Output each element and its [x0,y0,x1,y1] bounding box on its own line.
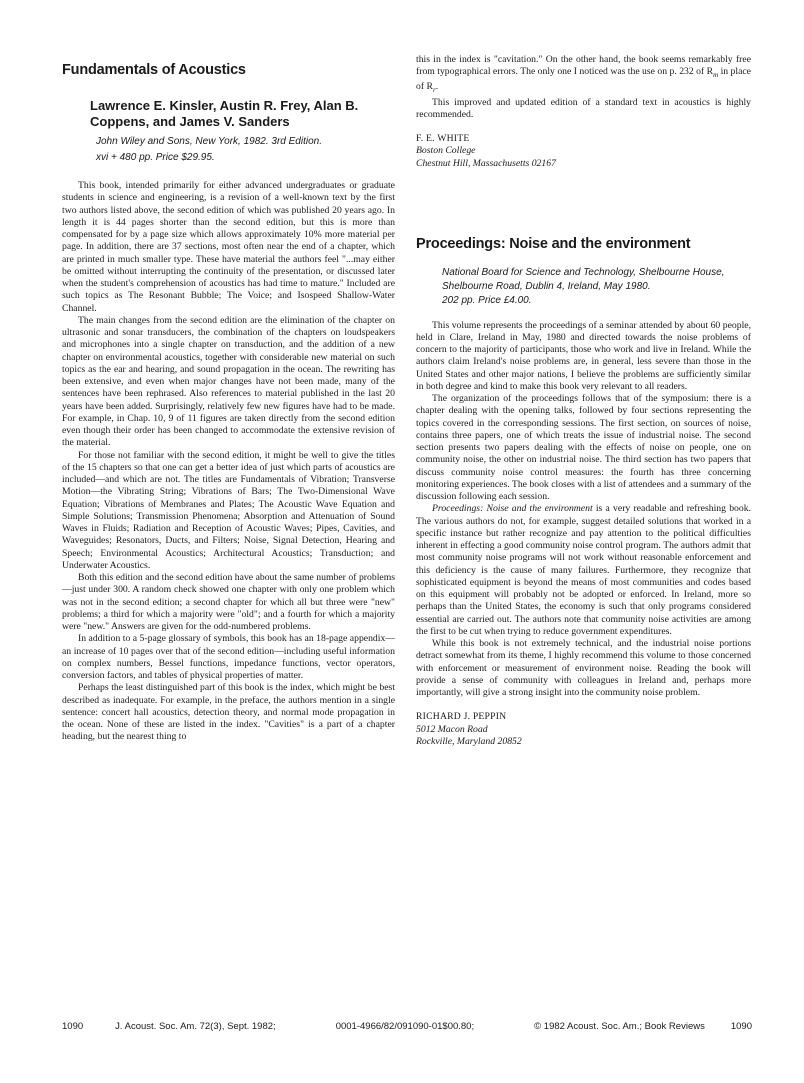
review-body [62,180,395,744]
paragraph: Perhaps the least distinguished part of this book is the index, which might be best described as inadequate. For example, in the preface, the authors mention in a single sentence: concert hall acoustics, detection theory, and normal mode propagation in the ocean. None of these are listed in the index. "Cavities" is a part of a chapter heading, but the nearest thing to [62,682,395,743]
reviewer-signature [416,133,751,170]
publisher-line: Shelbourne Road, Dublin 4, Ireland, May 1980. [442,280,651,292]
article-code: 0001-4966/82/091090-01$00.80; [335,1021,475,1032]
publisher-line: John Wiley and Sons, New York, 1982. 3rd Edition. [96,136,322,147]
paragraph: In addition to a 5-page glossary of symbols, this book has an 18-page appendix—an increase of 10 pages over that of the second edition—including useful information on complex numbers, Bessel functions, impedance functions, vector operators, conversion factors, and tables of physical properties of matter. [62,633,395,681]
publication-info [96,134,395,166]
reviewer-address: 5012 Macon Road [416,723,488,735]
publication-info [442,266,751,308]
review-body [416,320,751,700]
review-title: Proceedings: Noise and the environment [416,235,691,252]
reviewer-name: RICHARD J. PEPPIN [416,711,507,723]
paragraph: Proceedings: Noise and the environment is a very readable and refreshing book. The various authors do not, for example, suggest detailed solutions that worked in a specific instance but rather recognize and pay attention to the political difficulties inherent in effecting a good community noise control program. The authors admit that most community noise programs will not work without reasonable enforcement and this deficiency is the cause of many failures. Furthermore, they recognize that sophisticated equipment is beyond the means of most communities and codes based on this equipment will probably not be adopted or enforced. In Ireland, more so perhaps than the United States, the economy is such that only programs considered essential are carried out. The authors note that community noise activities are among the first to be cut when trying to reduce government expenditures. [416,503,751,637]
paragraph: The main changes from the second edition are the elimination of the chapter on ultrasonic and sonar transducers, the combination of the chapters on loudspeakers and microphones into a single chapter on transduction, and the addition of a new chapter on environmental acoustics, together with considerable new material on such topics as the ear and hearing, and sound propagation in the ocean. The rewriting has been extensive, and even when major changes have not been made, many of the sentences have been rephrased. Also references to material published in the last 20 years have been added. Surprisingly, relatively few new figures have had to be made. For example, in Chap. 10, 9 of 11 figures are taken directly from the second edition even though their order has been changed to accommodate the extensive revision of the material. [62,314,395,449]
paragraph: this in the index is "cavitation." On the other hand, the book seems remarkably free from typographical errors. The only one I noticed was the use on p. 232 of $R_m$ in place of $R_r$. [416,54,751,95]
authors-line: Lawrence E. Kinsler, Austin R. Frey, Alan B. [90,98,359,113]
book-authors [90,98,395,130]
reviewer-address: Rockville, Maryland 20852 [416,735,522,747]
paragraph: This volume represents the proceedings of a seminar attended by about 60 people, held in Clare, Ireland in May, 1980 and directed towards the noise problems of concern to the majority of participants, those who work and live in Ireland. While the authors claim Ireland's noise problems are, in general, less severe than those in the United States and other major nations, I believe the problems are sufficiently similar in both degree and kind to make this book very relevant to all readers. [416,319,751,392]
footer-citation [83,1021,731,1032]
authors-line: Coppens, and James V. Sanders [90,114,290,129]
review-title: Fundamentals of Acoustics [62,62,246,78]
review-body-continued [416,54,751,121]
page-footer [62,1021,752,1032]
copyright-notice: © 1982 Acoust. Soc. Am.; Book Reviews [534,1021,705,1032]
publisher-line: National Board for Science and Technology, Shelbourne House, [442,266,725,278]
page-number: 1090 [62,1021,84,1032]
pages-price-line: 202 pp. Price £4.00. [442,294,532,306]
reviewer-affiliation: Boston College [416,145,476,157]
paragraph: This improved and updated edition of a standard text in acoustics is highly recommended. [416,96,751,120]
paragraph: Both this edition and the second edition have about the same number of problems—just under 300. A random check showed one chapter with only one problem which was not in the second edition; a second chapter for which all but three were "new" problems; a third for which a majority were "old"; and a fourth for which a majority were "new." Answers are given for the odd-numbered problems. [62,572,395,632]
pages-price-line: xvi + 480 pp. Price $29.95. [96,152,215,163]
reviewer-address: Chestnut Hill, Massachusetts 02167 [416,157,556,169]
reviewer-name: F. E. WHITE [416,133,470,145]
journal-citation: J. Acoust. Soc. Am. 72(3), Sept. 1982; [115,1021,276,1032]
left-column [62,56,395,744]
right-column [416,56,751,748]
paragraph: For those not familiar with the second edition, it might be well to give the titles of the 15 chapters so that one can get a better idea of just which parts of acoustics are included—and which are not. The titles are Fundamentals of Vibration; Transverse Motion—the Vibrating String; Vibrations of Bars; The Two-Dimensional Wave Equation; Vibrations of Membranes and Plates; The Acoustic Wave Equation and Simple Solutions; Transmission Phenomena; Absorption and Attenuation of Sound Waves in Fluids; Radiation and Reception of Acoustic Waves; Pipes, Cavities, and Waveguides; Resonators, Ducts, and Filters; Noise, Signal Detection, Hearing and Speech; Environmental Acoustics; Architectural Acoustics; Transduction; and Underwater Acoustics. [62,449,395,571]
reviewer-signature [416,711,751,748]
paragraph: While this book is not extremely technical, and the industrial noise portions detract somewhat from its theme, I highly recommend this volume to those concerned with enforcement or measurement of environment noise. Reading the book will provide a sense of community with colleagues in Ireland and, perhaps more importantly, will give a strong insight into the community noise problem. [416,638,751,699]
paragraph: This book, intended primarily for either advanced undergraduates or graduate students in science and engineering, is a revision of a well-known text by the first two authors listed above, the second edition of which was published 20 years ago. In length it is 44 pages shorter than the second edition, but this is more than compensated for by a page size which allows approximately 10% more material per page. In addition, there are 37 sections, most often near the end of a chapter, which are printed in much smaller type. These have material the authors feel "...may either be omitted without interrupting the continuity of the presentation, or discussed later when the student's comprehension of acoustics has had time to mature." Included are such topics as The Resonant Bubble; The Voice; and Isospeed Shallow-Water Channel. [62,180,395,314]
paragraph: The organization of the proceedings follows that of the symposium: there is a chapter dealing with the opening talks, followed by four sections representing the topics covered in the corresponding sessions. The first section, on sources of noise, contains three papers, one of which treats the issue of industrial noise. The second section presents two papers dealing with the effects of noise on people, one on community noise, the other on industrial noise. The third section has two papers that discuss community noise control measures: the fourth has three concerning monitoring experiences. The book closes with a list of attendees and a summary of the discussion following each session. [416,393,751,503]
page-number: 1090 [730,1021,752,1032]
